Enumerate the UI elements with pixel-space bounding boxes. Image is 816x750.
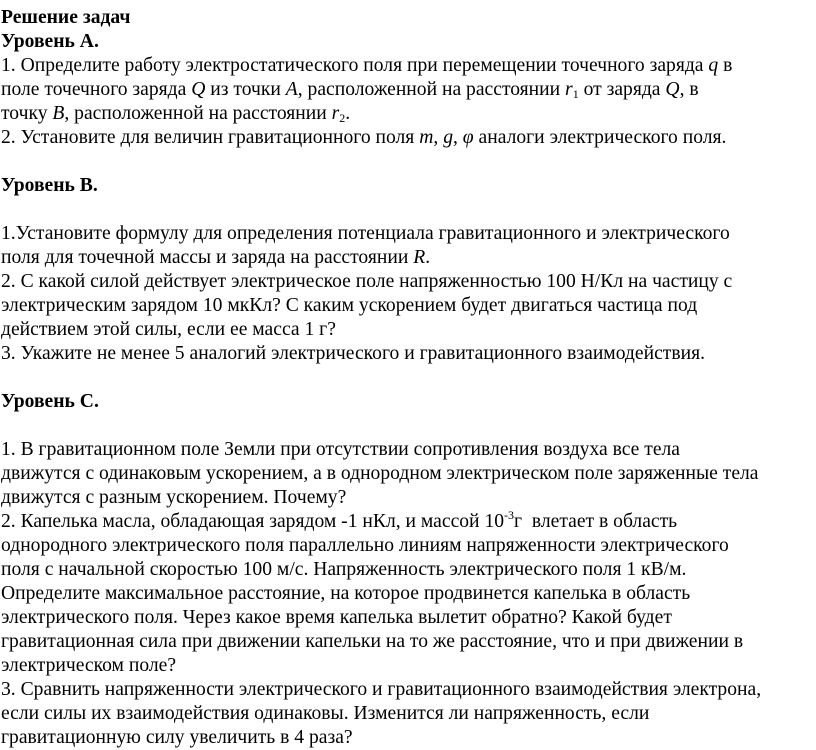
text-span: , [433, 127, 444, 148]
level-c-task-3-line-2: если силы их взаимодействия одинаковы. Изменится ли напряженность, если [1, 703, 650, 724]
level-a-task-1-line-3 [1, 102, 816, 126]
text-span: точку [1, 103, 53, 124]
variable-Q: Q [665, 79, 680, 100]
subscript: 2 [339, 111, 346, 125]
variable-B: B [52, 103, 65, 124]
level-c-task-2-line-4: Определите максимальное расстояние, на которое продвинется капелька в область [1, 583, 691, 604]
text-span: , в [679, 79, 699, 100]
variable-r: r [565, 79, 573, 100]
variable-R: R [413, 247, 426, 268]
text-span: 2. Капелька масла, обладающая зарядом -1 нКл, и массой 10 [1, 511, 505, 532]
spacer [1, 366, 816, 390]
level-b-task-1-line-2 [1, 246, 816, 270]
variable-r: r [331, 103, 340, 124]
variable-g: g [443, 127, 453, 148]
text-span: . [425, 247, 431, 268]
subscript: 1 [572, 87, 579, 101]
level-a-task-1-line-2 [1, 78, 816, 102]
level-b-task-2-line-3: действием этой силы, если ее масса 1 г? [1, 319, 336, 340]
text-span: поля для точечной массы и заряда на расстоянии [1, 247, 414, 268]
text-span: . [345, 103, 351, 124]
level-c-task-2-line-1 [1, 510, 816, 534]
text-span: поле точечного заряда [1, 79, 192, 100]
document-title: Решение задач [1, 7, 131, 28]
level-c-task-1-line-2: движутся с одинаковым ускорением, а в однородном электрическом поле заряженные тела [1, 463, 759, 484]
level-c-task-3-line-1: 3. Сравнить напряженности электрического и гравитационного взаимодействия электрона, [1, 679, 762, 700]
level-b-task-1-line-1: 1.Установите формулу для определения потенциала гравитационного и электрического [1, 223, 730, 244]
text-span: 2. Установите для величин гравитационного поля [1, 127, 420, 148]
variable-Q: Q [191, 79, 206, 100]
variable-phi: φ [462, 127, 474, 148]
spacer [1, 414, 816, 438]
level-c-task-2-line-3: поля с начальной скоростью 100 м/с. Напряженность электрического поля 1 кВ/м. [1, 559, 687, 580]
level-c-task-3-line-3: гравитационную силу увеличить в 4 раза? [1, 727, 353, 748]
level-b-task-2-line-2: электрическим зарядом 10 мкКл? С каким ускорением будет двигаться частица под [1, 295, 698, 316]
text-span: 1. Определите работу электростатического поля при перемещении точечного заряда [1, 55, 709, 76]
level-c-task-1-line-1: 1. В гравитационном поле Земли при отсутствии сопротивления воздуха все тела [1, 439, 680, 460]
level-b-heading: Уровень В. [1, 175, 98, 196]
level-b-task-2-line-1: 2. С какой силой действует электрическое поле напряженностью 100 Н/Кл на частицу с [1, 271, 733, 292]
text-span: , расположенной на расстоянии [297, 79, 566, 100]
level-a-task-1-line-1 [1, 54, 816, 78]
level-b-task-3-line-1: 3. Укажите не менее 5 аналогий электрического и гравитационного взаимодействия. [1, 343, 705, 364]
variable-m: m [419, 127, 434, 148]
level-c-task-2-line-2: однородного электрического поля параллельно линиям напряженности электрического [1, 535, 729, 556]
text-span: , [452, 127, 463, 148]
level-c-task-2-line-6: гравитационная сила при движении капельки на то же расстояние, что и при движении в [1, 631, 744, 652]
level-a-heading: Уровень А. [1, 31, 99, 52]
variable-A: A [285, 79, 298, 100]
level-a-task-2 [1, 126, 816, 150]
spacer [1, 198, 816, 222]
superscript: -3 [504, 508, 515, 522]
level-c-task-1-line-3: движутся с разным ускорением. Почему? [1, 487, 347, 508]
spacer [1, 150, 816, 174]
text-span: в [718, 55, 733, 76]
text-span: из точки [205, 79, 286, 100]
level-c-task-2-line-5: электрического поля. Через какое время капелька вылетит обратно? Какой будет [1, 607, 672, 628]
level-c-heading: Уровень С. [1, 391, 99, 412]
variable-q: q [708, 55, 719, 76]
level-c-task-2-line-7: электрическом поле? [1, 655, 177, 676]
text-span: аналоги электрического поля. [473, 127, 727, 148]
text-span: , расположенной на расстоянии [64, 103, 332, 124]
text-span: г влетает в область [514, 511, 678, 532]
text-span: от заряда [578, 79, 666, 100]
